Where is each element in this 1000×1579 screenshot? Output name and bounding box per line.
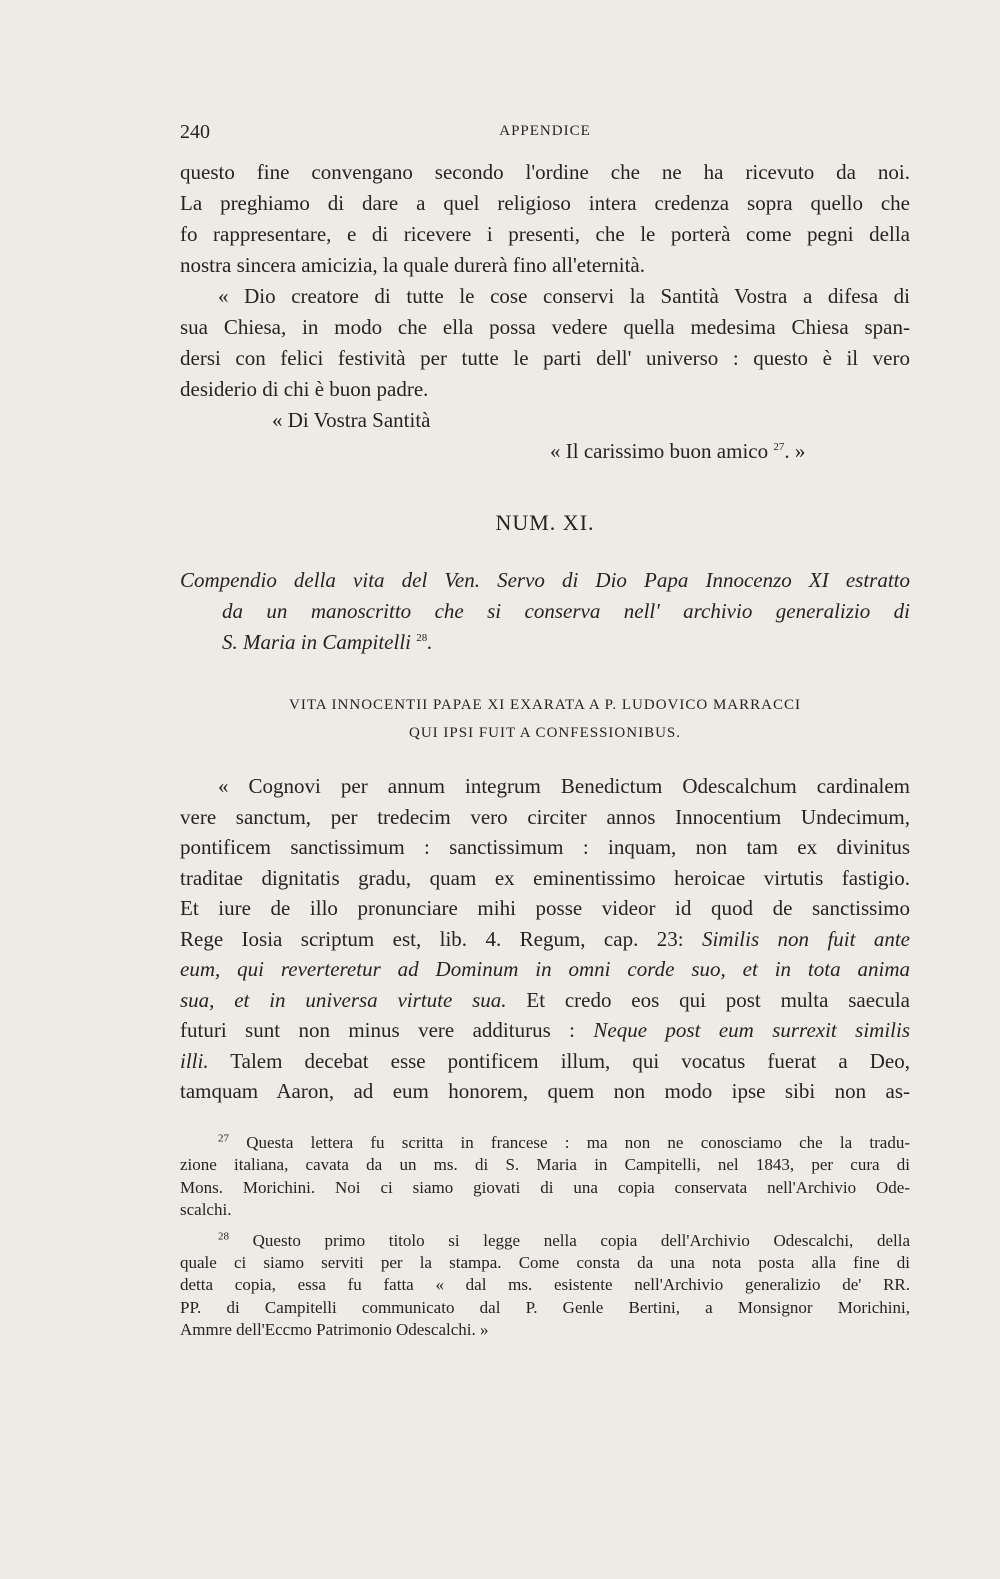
text-line: dersi con felici festività per tutte le parti dell' universo : questo è il vero	[180, 346, 910, 370]
text-segment: Et credo eos qui post multa saecula	[526, 987, 910, 1012]
text-line	[180, 924, 910, 955]
page-number: 240	[180, 121, 210, 143]
quote-segment: eum, qui reverteretur ad Dominum in omni corde suo, et in tota anima	[180, 957, 910, 981]
footnotes	[180, 1132, 910, 1342]
signature-text: « Il carissimo buon amico	[550, 439, 769, 463]
footnote-line: Ammre dell'Eccmo Patrimonio Odescalchi. »	[180, 1320, 489, 1340]
latin-heading-line: QUI IPSI FUIT A CONFESSIONIBUS.	[408, 725, 682, 741]
text-line: vere sanctum, per tredecim vero circiter annos Innocentium Undecimum,	[180, 804, 910, 829]
text-line: La preghiamo di dare a quel religioso intera credenza sopra quello che	[180, 191, 910, 215]
text-line: fo rappresentare, e di ricevere i presenti, che le porterà come pegni della	[180, 222, 910, 246]
text-line	[180, 1046, 910, 1077]
text-line: « Di Vostra Santità	[272, 408, 431, 432]
footnote-line	[180, 1132, 910, 1154]
footnote-text: Questo primo titolo si legge nella copia dell'Archivio Odescalchi, della	[252, 1230, 910, 1250]
footnote-line: zione italiana, cavata da un ms. di S. Maria in Campitelli, nel 1843, per cura di	[180, 1155, 910, 1175]
footnote-ref-27: 27	[773, 441, 785, 453]
text-line: tamquam Aaron, ad eum honorem, quem non modo ipse sibi non as-	[180, 1079, 910, 1103]
footnote-line: quale ci siamo serviti per la stampa. Come consta da una nota posta alla fine di	[180, 1253, 910, 1273]
subtitle-line: da un manoscritto che si conserva nell' archivio generalizio di	[222, 599, 910, 623]
footnote-ref-28: 28	[416, 632, 428, 644]
footnote-gap	[180, 1222, 910, 1230]
text-line	[180, 954, 910, 985]
latin-heading	[180, 691, 910, 747]
latin-body	[180, 771, 910, 1107]
subtitle-line: Compendio della vita del Ven. Servo di Dio Papa Innocenzo XI estratto	[180, 568, 910, 592]
subtitle-end: S. Maria in Campitelli	[222, 630, 411, 654]
footnote-line: detta copia, essa fu fatta « dal ms. esistente nell'Archivio generalizio de' RR.	[180, 1275, 910, 1295]
text-segment: futuri sunt non minus vere additurus :	[180, 1018, 575, 1042]
text-segment: Talem decebat esse pontificem illum, qui vocatus fuerat a Deo,	[230, 1048, 910, 1073]
text-line: traditae dignitatis gradu, quam ex eminentissimo heroicae virtutis fastigio.	[180, 865, 910, 890]
footnote-number-28: 28	[218, 1229, 229, 1242]
subtitle-period: .	[427, 630, 433, 654]
text-line: questo fine convengano secondo l'ordine che ne ha ricevuto da noi.	[180, 160, 910, 184]
text-line: « Cognovi per annum integrum Benedictum Odescalchum cardinalem	[218, 774, 910, 798]
text-line	[180, 1015, 910, 1046]
text-line: nostra sincera amicizia, la quale durerà fino all'eternità.	[180, 253, 645, 277]
text-segment: Rege Iosia scriptum est, lib. 4. Regum, cap. 23:	[180, 926, 684, 951]
letter-text	[180, 157, 910, 467]
subtitle-line	[180, 627, 910, 658]
text-line: sua Chiesa, in modo che ella possa vedere quella medesima Chiesa span-	[180, 315, 910, 339]
footnote-line: scalchi.	[180, 1200, 232, 1220]
section-number: NUM. XI.	[495, 510, 595, 535]
footnote-text: Questa lettera fu scritta in francese : ma non ne conosciamo che la tradu-	[246, 1133, 910, 1152]
text-line: desiderio di chi è buon padre.	[180, 377, 429, 401]
section-subtitle	[180, 565, 910, 658]
signature-end: . »	[784, 439, 806, 463]
text-line: Et iure de illo pronunciare mihi posse videor id quod de sanctissimo	[180, 896, 910, 920]
latin-heading-line: VITA INNOCENTII PAPAE XI EXARATA A P. LUDOVICO MARRACCI	[289, 697, 801, 713]
footnote-line: Mons. Morichini. Noi ci siamo giovati di una copia conservata nell'Archivio Ode-	[180, 1177, 910, 1197]
footnote-number-27: 27	[218, 1132, 229, 1145]
signature-line	[180, 436, 910, 467]
quote-segment: illi.	[180, 1048, 209, 1073]
quote-segment: Similis non fuit ante	[701, 926, 910, 951]
quote-segment: sua, et in universa virtute sua.	[180, 987, 507, 1012]
running-title: APPENDICE	[499, 123, 591, 139]
page-header	[180, 121, 910, 151]
footnote-line	[180, 1230, 910, 1252]
text-line: « Dio creatore di tutte le cose conservi la Santità Vostra a difesa di	[218, 284, 910, 308]
quote-segment: Neque post eum surrexit similis	[593, 1018, 910, 1042]
footnote-line: PP. di Campitelli communicato dal P. Genle Bertini, a Monsignor Morichini,	[180, 1297, 910, 1317]
text-line	[180, 985, 910, 1016]
text-line: pontificem sanctissimum : sanctissimum : inquam, non tam ex divinitus	[180, 835, 910, 859]
